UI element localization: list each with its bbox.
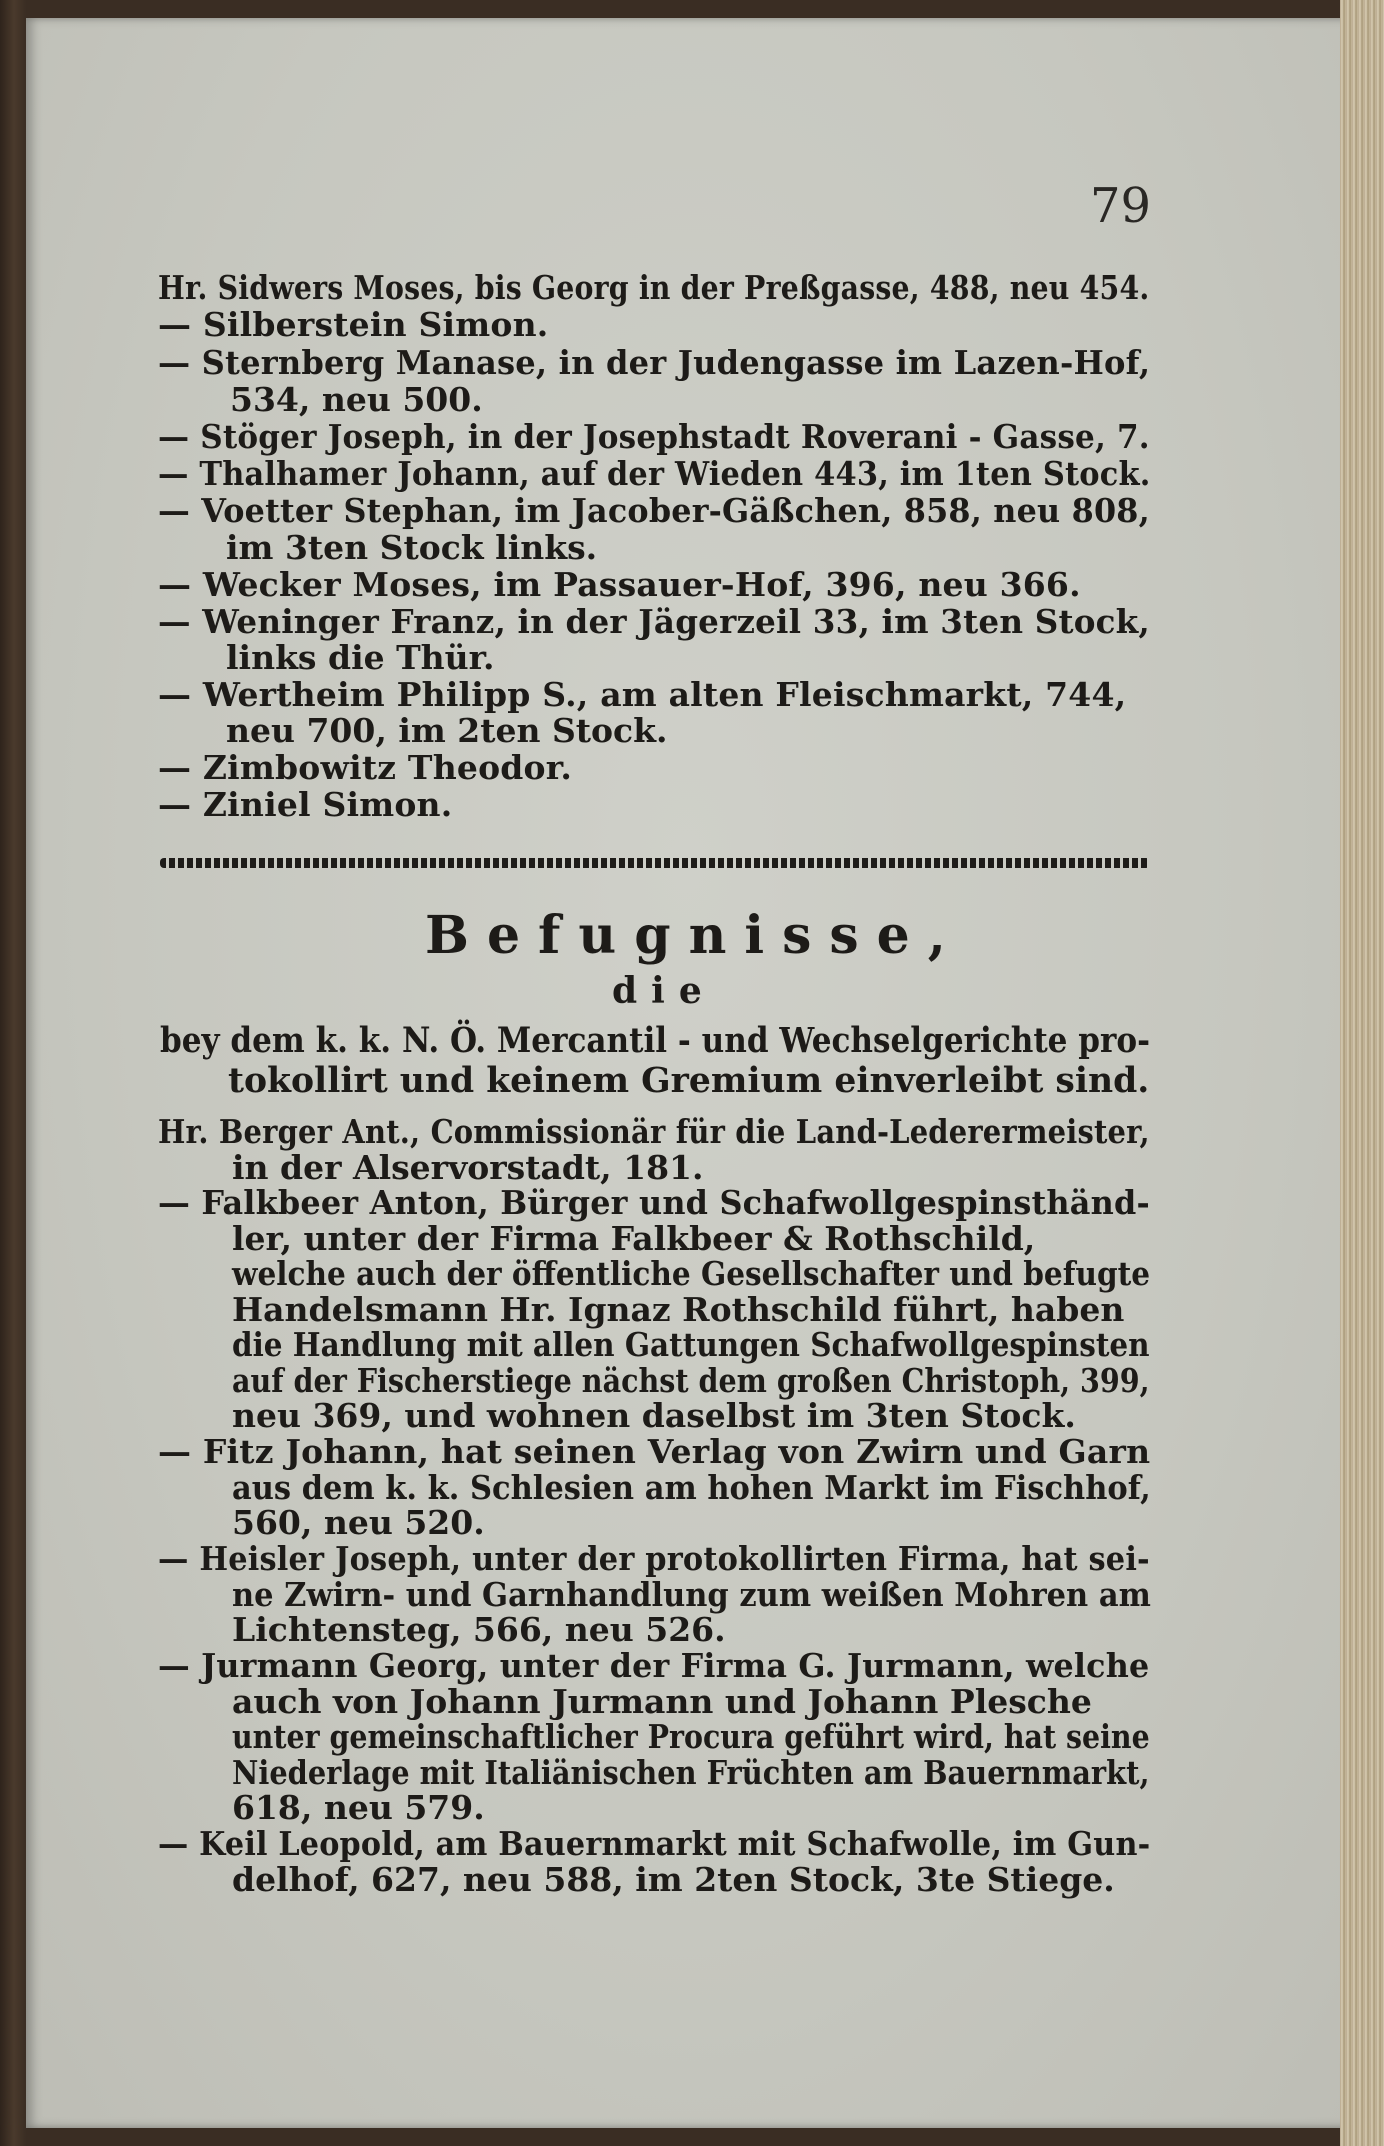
entry-line: aus dem k. k. Schlesien am hohen Markt im Fischhof,	[232, 1468, 1151, 1507]
section-subtitle: bey dem k. k. N. Ö. Mercantil - und Wechselgerichte pro-	[160, 1020, 1151, 1061]
entry-line: — Thalhamer Johann, auf der Wieden 443, im 1ten Stock.	[158, 454, 1151, 493]
page-edges	[1340, 0, 1384, 2146]
entry-line: neu 369, und wohnen daselbst im 3ten Stock.	[232, 1396, 1076, 1435]
entry-line: — Heisler Joseph, unter der protokollirten Firma, hat sei-	[158, 1539, 1150, 1578]
entry-line: — Jurmann Georg, unter der Firma G. Jurmann, welche	[158, 1646, 1150, 1685]
entry-line: — Wecker Moses, im Passauer-Hof, 396, neu 366.	[158, 565, 1081, 604]
entry-line: — Falkbeer Anton, Bürger und Schafwollgespinsthänd-	[158, 1183, 1150, 1222]
entry-line: die Handlung mit allen Gattungen Schafwollgespinsten	[232, 1325, 1150, 1364]
entry-line: — Stöger Joseph, in der Josephstadt Roverani - Gasse, 7.	[158, 417, 1150, 456]
section-title-die: die	[612, 970, 716, 1012]
section-subtitle: tokollirt und keinem Gremium einverleibt sind.	[228, 1060, 1150, 1101]
entry-line: 534, neu 500.	[230, 380, 483, 419]
entry-line: delhof, 627, neu 588, im 2ten Stock, 3te Stiege.	[232, 1860, 1115, 1899]
entry-line: ne Zwirn- und Garnhandlung zum weißen Mohren am	[232, 1575, 1151, 1614]
entry-line: links die Thür.	[226, 638, 495, 677]
entry-line: — Sternberg Manase, in der Judengasse im Lazen-Hof,	[158, 343, 1151, 382]
entry-line: — Keil Leopold, am Bauernmarkt mit Schafwolle, im Gun-	[158, 1824, 1151, 1863]
section-title: Befugnisse,	[425, 905, 964, 966]
entry-line: Lichtensteg, 566, neu 526.	[232, 1610, 726, 1649]
page-number: 79	[1090, 178, 1152, 234]
entry-line: Hr. Berger Ant., Commissionär für die Land-Lederermeister,	[158, 1112, 1150, 1151]
entry-line: — Ziniel Simon.	[158, 785, 453, 824]
ornamental-rule	[160, 858, 1150, 868]
entry-line: — Weninger Franz, in der Jägerzeil 33, im 3ten Stock,	[158, 602, 1150, 641]
entry-line: Hr. Sidwers Moses, bis Georg in der Preßgasse, 488, neu 454.	[158, 268, 1150, 307]
entry-line: — Zimbowitz Theodor.	[158, 748, 573, 787]
entry-line: — Fitz Johann, hat seinen Verlag von Zwirn und Garn	[158, 1432, 1151, 1471]
entry-line: im 3ten Stock links.	[226, 528, 598, 567]
entry-line: Handelsmann Hr. Ignaz Rothschild führt, haben	[232, 1290, 1125, 1329]
entry-line: neu 700, im 2ten Stock.	[226, 711, 668, 750]
entry-line: 618, neu 579.	[232, 1788, 485, 1827]
entry-line: in der Alservorstadt, 181.	[232, 1148, 704, 1187]
entry-line: — Voetter Stephan, im Jacober-Gäßchen, 858, neu 808,	[158, 491, 1150, 530]
entry-line: unter gemeinschaftlicher Procura geführt wird, hat seine	[232, 1717, 1150, 1756]
entry-line: welche auch der öffentliche Gesellschafter und befugte	[232, 1254, 1151, 1293]
entry-line: auf der Fischerstiege nächst dem großen Christoph, 399,	[232, 1361, 1150, 1400]
entry-line: — Silberstein Simon.	[158, 305, 549, 344]
entry-line: 560, neu 520.	[232, 1503, 485, 1542]
entry-line: — Wertheim Philipp S., am alten Fleischmarkt, 744,	[158, 675, 1127, 714]
entry-line: Niederlage mit Italiänischen Früchten am Bauernmarkt,	[232, 1753, 1150, 1792]
entry-line: auch von Johann Jurmann und Johann Plesche	[232, 1682, 1092, 1721]
entry-line: ler, unter der Firma Falkbeer & Rothschild,	[232, 1219, 1036, 1258]
